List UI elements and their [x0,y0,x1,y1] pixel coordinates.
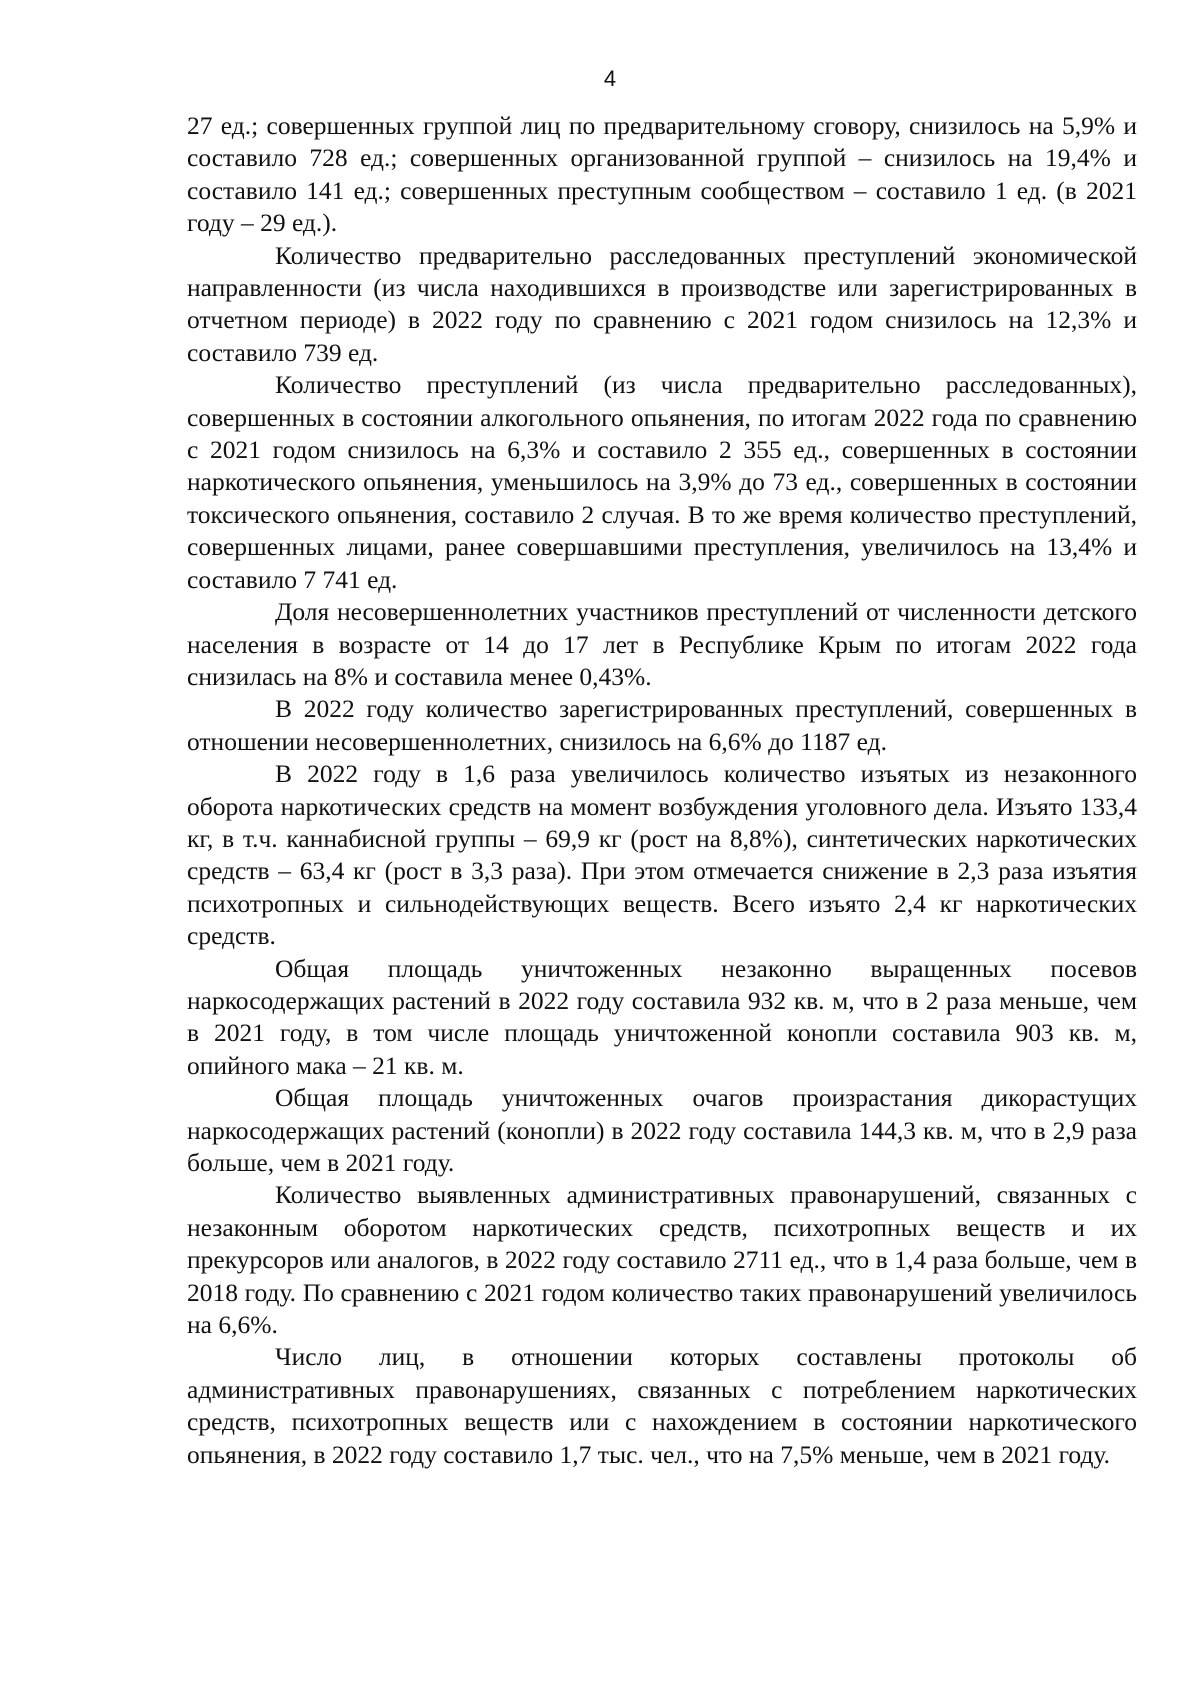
document-body [187,110,1137,1471]
paragraph-group-crimes: 27 ед.; совершенных группой лиц по предварительному сговору, снизилось на 5,9% и составило 728 ед.; совершенных организованной группой – снизилось на 19,4% и составило 141 ед.; совершенных преступным сообществом – составило 1 ед. (в 2021 году – 29 ед.). [187,111,1137,238]
paragraph-drug-use-protocols: Число лиц, в отношении которых составлены протоколы об административных правонарушениях, связанных с потреблением наркотических средств, психотропных веществ или с нахождением в состоянии наркотического опьянения, в 2022 году составило 1,7 тыс. чел., что на 7,5% меньше, чем в 2021 году. [187,1342,1137,1469]
paragraph-economic-crimes: Количество предварительно расследованных преступлений экономической направленности (из числа находившихся в производстве или зарегистрированных в отчетном периоде) в 2022 году по сравнению с 2021 годом снизилось на 12,3% и составило 739 ед. [187,240,1137,367]
paragraph-destroyed-crops: Общая площадь уничтоженных незаконно выращенных посевов наркосодержащих растений в 2022 году составила 932 кв. м, что в 2 раза меньше, чем в 2021 году, в том числе площадь уничтоженной конопли составила 903 кв. м, опийного мака – 21 кв. м. [187,953,1137,1080]
paragraph-drug-seizures: В 2022 году в 1,6 раза увеличилось количество изъятых из незаконного оборота наркотических средств на момент возбуждения уголовного дела. Изъято 133,4 кг, в т.ч. каннабисной группы – 69,9 кг (рост на 8,8%), синтетических наркотических средств – 63,4 кг (рост в 3,3 раза). При этом отмечается снижение в 2,3 раза изъятия психотропных и сильнодействующих веществ. Всего изъято 2,4 кг наркотических средств. [187,759,1137,951]
paragraph-crimes-against-minors: В 2022 году количество зарегистрированных преступлений, совершенных в отношении несовершеннолетних, снизилось на 6,6% до 1187 ед. [187,694,1137,756]
page-number: 4 [603,66,617,91]
paragraph-juvenile-participants: Доля несовершеннолетних участников преступлений от численности детского населения в возрасте от 14 до 17 лет в Республике Крым по итогам 2022 года снизилась на 8% и составила менее 0,43%. [187,597,1137,691]
paragraph-intoxication-crimes: Количество преступлений (из числа предварительно расследованных), совершенных в состоянии алкогольного опьянения, по итогам 2022 года по сравнению с 2021 годом снизилось на 6,3% и составило 2 355 ед., совершенных в состоянии наркотического опьянения, уменьшилось на 3,9% до 73 ед., совершенных в состоянии токсического опьянения, составило 2 случая. В то же время количество преступлений, совершенных лицами, ранее совершавшими преступления, увеличилось на 13,4% и составило 7 741 ед. [187,370,1137,594]
paragraph-wild-plants: Общая площадь уничтоженных очагов произрастания дикорастущих наркосодержащих растений (конопли) в 2022 году составила 144,3 кв. м, что в 2,9 раза больше, чем в 2021 году. [187,1083,1137,1177]
paragraph-administrative-offenses: Количество выявленных административных правонарушений, связанных с незаконным оборотом наркотических средств, психотропных веществ и их прекурсоров или аналогов, в 2022 году составило 2711 ед., что в 1,4 раза больше, чем в 2018 году. По сравнению с 2021 годом количество таких правонарушений увеличилось на 6,6%. [187,1180,1137,1340]
